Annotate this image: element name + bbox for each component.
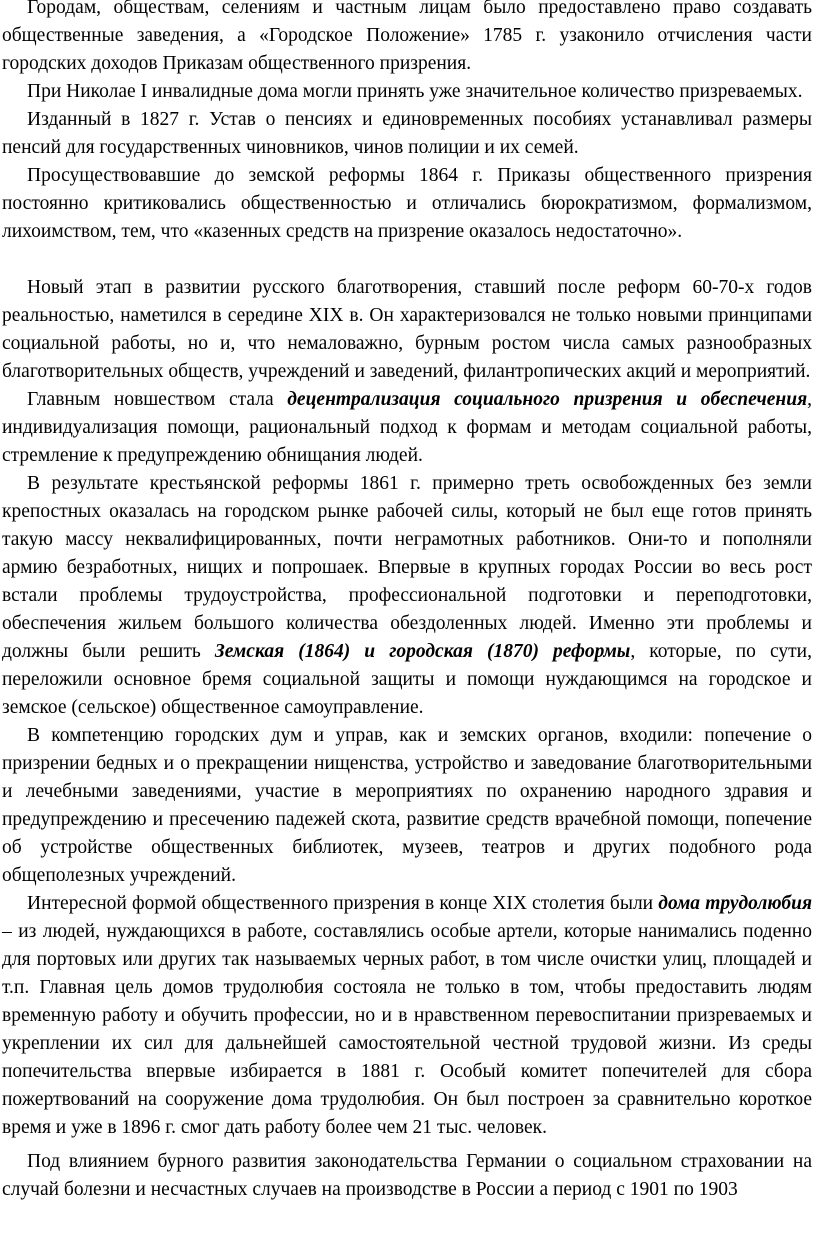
paragraph-text: , которые, по сути, переложили основное бремя социальной защиты и помощи нуждающимся на городское и земское (сельское) общественное самоуправление. <box>2 641 812 718</box>
paragraph <box>2 1148 812 1204</box>
paragraph-text: Интересной формой общественного призрения в конце XIX столетия были <box>27 893 659 914</box>
paragraph <box>2 386 812 470</box>
emphasis-text: дома трудолюбия <box>658 893 813 914</box>
paragraph <box>2 78 812 106</box>
paragraph-text: Новый этап в развитии русского благотворения, ставший после реформ 60-70-х годов реальностью, наметился в середине XIX в. Он характеризовался не только новыми принципами социальной работы, но и, что немаловажно, бурным ростом числа самых разнообразных благотворительных обществ, учреждений и заведений, филантропических акций и мероприятий. <box>2 277 812 382</box>
emphasis-text: Земская (1864) и городская (1870) реформы <box>214 641 631 662</box>
paragraph <box>2 890 812 1142</box>
paragraph-text: Под влиянием бурного развития законодательства Германии о социальном страховании на случай болезни и несчастных случаев на производстве в России а период с 1901 по 1903 <box>2 1151 812 1200</box>
paragraph-text: Главным новшеством стала <box>27 389 288 410</box>
paragraph <box>2 162 812 246</box>
paragraph-text: В результате крестьянской реформы 1861 г. примерно треть освобожденных без земли крепостных оказалась на городском рынке рабочей силы, который не был еще готов принять такую массу неквалифицированных, почти неграмотных работников. Они-то и пополняли армию безработных, нищих и попрошаек. Впервые в крупных городах России во весь рост встали проблемы трудоустройства, профессиональной подготовки и переподготовки, обеспечения жильем большого количества обездоленных людей. Именно эти проблемы и должны были решить <box>2 473 812 662</box>
paragraph <box>2 722 812 890</box>
paragraph <box>2 0 812 78</box>
paragraph-text: – из людей, нуждающихся в работе, составлялись особые артели, которые нанимались поденно для портовых или других так называемых черных работ, в том числе очистки улиц, площадей и т.п. Главная цель домов трудолюбия состояла не только в том, чтобы предоставить людям временную работу и обучить профессии, но и в нравственном перевоспитании призреваемых и укреплении их сил для дальнейшей самостоятельной честной трудовой жизни. Из среды попечительства впервые избирается в 1881 г. Особый комитет попечителей для сбора пожертвований на сооружение дома трудолюбия. Он был построен за сравнительно короткое время и уже в 1896 г. смог дать работу более чем 21 тыс. человек. <box>2 921 812 1138</box>
emphasis-text: децентрализация социального призрения и обеспечения <box>287 389 808 410</box>
paragraph-text: В компетенцию городских дум и управ, как и земских органов, входили: попечение о призрении бедных и о прекращении нищенства, устройство и заведование благотворительными и лечебными заведениями, участие в мероприятиях по охранению народного здравия и предупреждению и пресечению падежей скота, развитие средств врачебной помощи, попечение об устройстве общественных библиотек, музеев, театров и других подобного рода общеполезных учреждений. <box>2 725 812 886</box>
paragraph-text: Городам, обществам, селениям и частным лицам было предоставлено право создавать общественные заведения, а «Городское Положение» 1785 г. узаконило отчисления части городских доходов Приказам общественного призрения. <box>2 0 812 74</box>
paragraph <box>2 470 812 722</box>
paragraph <box>2 274 812 386</box>
paragraph-text: , индивидуализация помощи, рациональный подход к формам и методам социальной работы, стремление к предупреждению обнищания людей. <box>2 389 812 466</box>
paragraph-text: Просуществовавшие до земской реформы 1864 г. Приказы общественного призрения постоянно критиковались общественностью и отличались бюрократизмом, формализмом, лихоимством, тем, что «казенных средств на призрение оказалось недостаточно». <box>2 165 812 242</box>
paragraph-text: Изданный в 1827 г. Устав о пенсиях и единовременных пособиях устанавливал размеры пенсий для государственных чиновников, чинов полиции и их семей. <box>2 109 812 158</box>
paragraph-text: При Николае I инвалидные дома могли принять уже значительное количество призреваемых. <box>27 81 803 102</box>
paragraph <box>2 106 812 162</box>
